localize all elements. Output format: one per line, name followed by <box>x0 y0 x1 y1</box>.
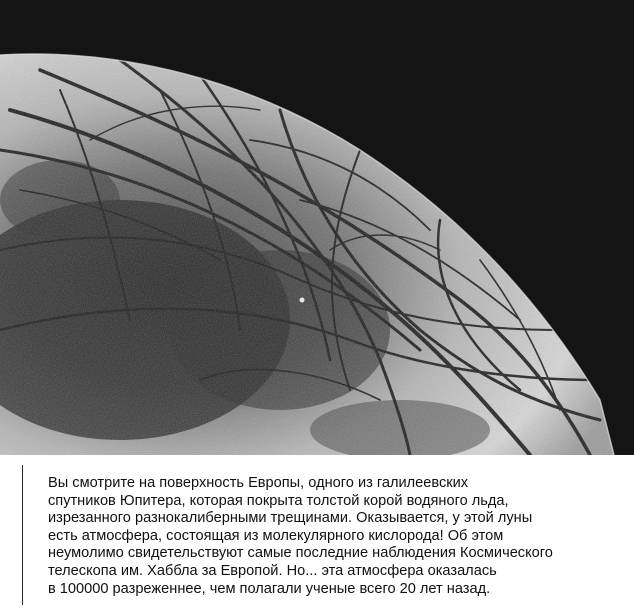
caption-divider <box>22 465 23 605</box>
caption-line: спутников Юпитера, которая покрыта толстой корой водяного льда, <box>48 492 509 509</box>
caption-line: Вы смотрите на поверхность Европы, одного из галилеевских <box>48 475 469 491</box>
caption <box>48 475 628 598</box>
caption-line: в 100000 разреженнее, чем полагали ученые всего 20 лет назад. <box>48 580 491 597</box>
caption-line: телескопа им. Хаббла за Европой. Но... эта атмосфера оказалась <box>48 562 497 579</box>
caption-line: изрезанного разнокалиберными трещинами. Оказывается, у этой луны <box>48 510 533 527</box>
caption-line: неумолимо свидетельствуют самые последние наблюдения Космического <box>48 545 553 562</box>
caption-line: есть атмосфера, состоящая из молекулярного кислорода! Об этом <box>48 527 504 544</box>
